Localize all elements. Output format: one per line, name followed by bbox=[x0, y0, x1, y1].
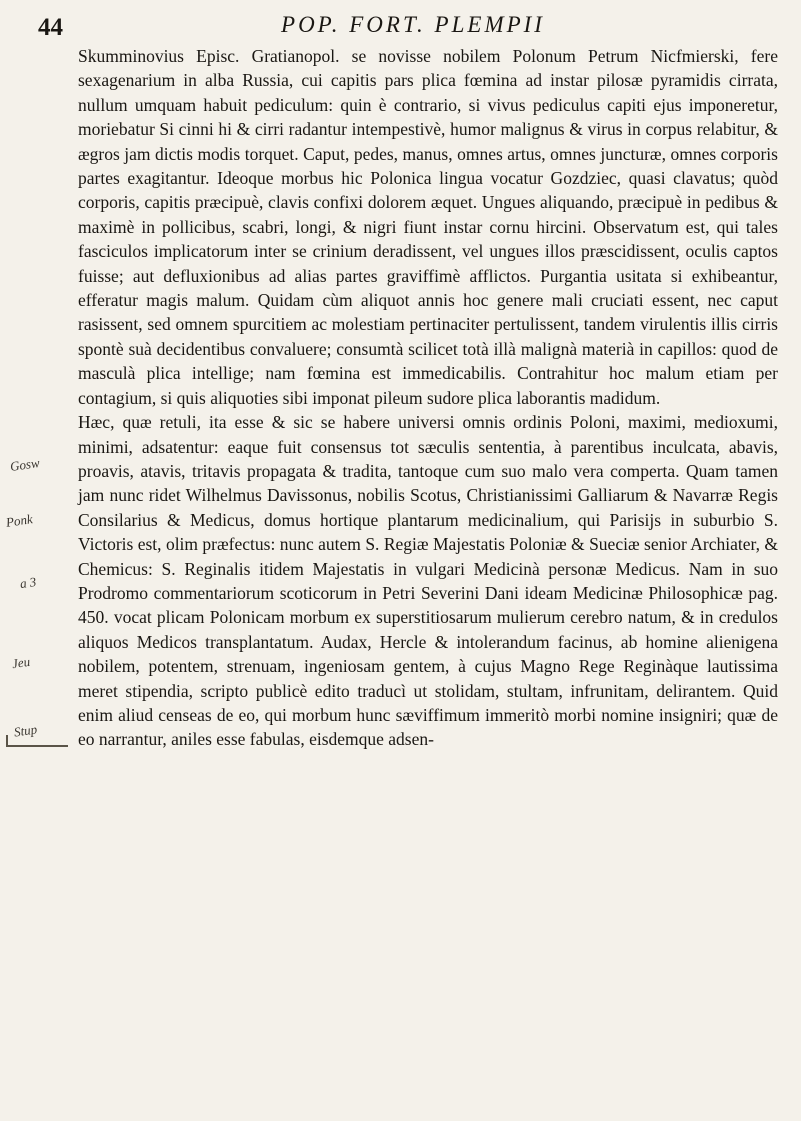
margin-underline bbox=[6, 735, 68, 747]
page-number: 44 bbox=[38, 14, 63, 41]
page-header bbox=[38, 10, 788, 42]
running-title: POP. FORT. PLEMPII bbox=[281, 12, 545, 37]
margin-note: Ponk bbox=[5, 511, 34, 530]
margin-note: Jeu bbox=[10, 653, 31, 672]
margin-note: Stup bbox=[12, 721, 38, 740]
paragraph: Hæc, quæ retuli, ita esse & sic se habere universi omnis ordinis Poloni, maximi, medioxumi, minimi, adsatentur: eaque fuit consensus tot sæculis sententia, à parentibus inculcata, abavis, proavis, atavis, tritavis propagata & tradita, tantoque cum suo malo vera comperta. Quam tamen jam nunc ridet Wilhelmus Davissonus, nobilis Scotus, Christianissimi Galliarum & Navarræ Regis Consilarius & Medicus, domus hortique plantarum medicinalium, qui Parisijs in suburbio S. Victoris est, olim præfectus: nunc autem S. Regiæ Majestatis Poloniæ & Sueciæ senior Archiater, & Chemicus: S. Reginalis itidem Majestatis in vulgari Medicinà personæ Medicus. Nam in suo Prodromo commentariorum scoticorum in Petri Severini Dani ideam Medicinæ Philosophicæ pag. 450. vocat plicam Polonicam morbum ex superstitiosarum mulierum cerebro natum, & in credulos aliquos Medicos transplantatum. Audax, Hercle & intolerandum facinus, ab homine alienigena nobilem, potentem, strenuam, ingeniosam gentem, à cujus Magno Rege Reginàque lautissima meret stipendia, scripto publicè edito traducì ut stolidam, stultam, infrunitam, delirantem. Quid enim aliud censeas de eo, qui morbum hunc sæviffimum immeritò morbi nomine insigniri; quæ de eo narrantur, aniles esse fabulas, eisdemque adsen- bbox=[78, 412, 778, 750]
page-body bbox=[78, 44, 778, 752]
margin-note: a 3 bbox=[18, 573, 38, 592]
paragraph: Skumminovius Episc. Gratianopol. se novisse nobilem Polonum Petrum Nicfmierski, fere sexagenarium in alba Russia, cui capitis pars plica fœmina ad instar pilosæ pyramidis cirrata, nullum umquam habuit pediculum: quin è contrario, si vivus pediculus capiti ejus imponeretur, moriebatur Si cinni hi & cirri radantur intempestivè, humor malignus & virus in corpus relabitur, & ægros jam dictis modis torquet. Caput, pedes, manus, omnes artus, omnes juncturæ, omnes corporis partes exagitantur. Ideoque morbus hic Polonica lingua vocatur Gozdziec, quasi clavatus; quòd corporis, capitis præcipuè, clavis confixi dolorem æquet. Ungues aliquando, præcipuè in pedibus & maximè in pollicibus, scabri, longi, & nigri fiunt instar cornu hircini. Observatum est, qui tales fasciculos implicatorum inter se crinium deradissent, vel ungues illos præscidissent, oculis captos fuisse; aut defluxionibus ad alias partes graviffimè afflictos. Purgantia usitata si exhibeantur, efferatur magis malum. Quidam cùm aliquot annis hoc genere mali cruciati essent, nec caput rasissent, sed omnem spurcitiem ac molestiam pertinaciter pertulissent, tandem virulentis illis cirris spontè suà decidentibus convaluere; consumtà scilicet totà illà malignà materià in capillos: quod de masculà plica intellige; nam fœmina est immedicabilis. Contrahitur hoc malum etiam per contagium, si quis aliquoties sibi imponat pileum sudore plica laborantis madidum. bbox=[78, 46, 778, 408]
margin-note: Gosw bbox=[9, 455, 41, 474]
handwritten-margin-notes bbox=[4, 455, 84, 755]
